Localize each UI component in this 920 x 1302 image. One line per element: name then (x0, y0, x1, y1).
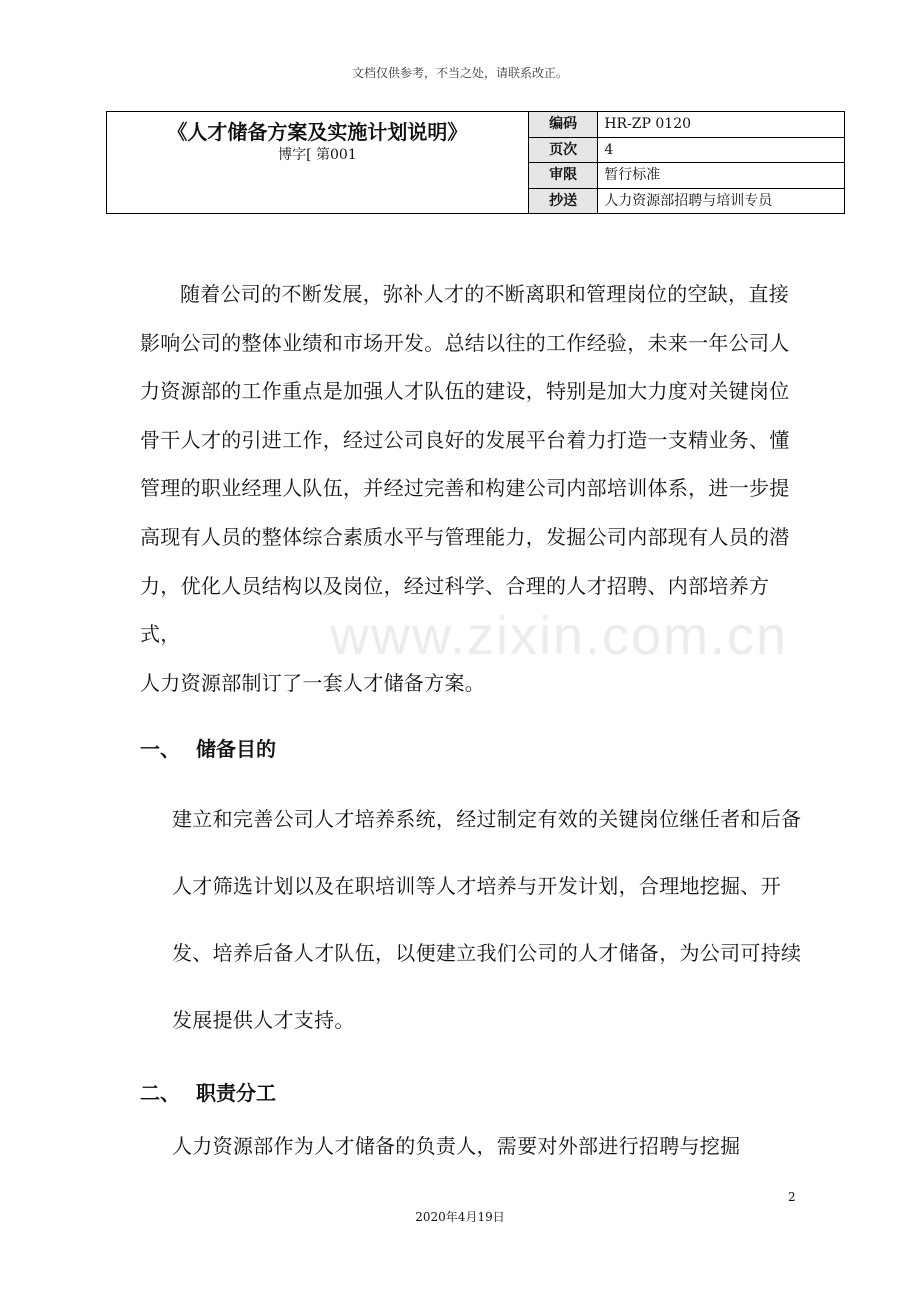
document-number: 博字[ 第001 (278, 147, 357, 163)
page-number: 2 (788, 1190, 796, 1204)
header-label-page: 页次 (528, 137, 597, 163)
intro-last-line: 人力资源部制订了一套人才储备方案。 (140, 670, 486, 695)
header-value-code: HR-ZP 0120 (598, 112, 845, 138)
intro-block (140, 270, 800, 707)
title-cell (107, 112, 529, 214)
section-heading-2 (140, 1077, 276, 1106)
section-body-2: 人力资源部作为人才储备的负责人，需要对外部进行招聘与挖掘 (172, 1134, 741, 1158)
disclaimer-note: 文档仅供参考，不当之处，请联系改正。 (351, 66, 568, 80)
document-title: 《人才储备方案及实施计划说明》 (167, 120, 468, 144)
section-title: 储备目的 (196, 737, 276, 761)
header-label-code: 编码 (528, 112, 597, 138)
footer-date: 2020年4月19日 (415, 1210, 505, 1224)
section-number: 一、 (140, 737, 180, 761)
header-label-review: 审限 (528, 163, 597, 189)
header-value-page: 4 (598, 137, 845, 163)
section-body-1: 建立和完善公司人才培养系统，经过制定有效的关键岗位继任者和后备人才筛选计划以及在职培训等人才培养与开发计划，合理地挖掘、开发、培养后备人才队伍，以便建立我们公司的人才储备，为公司可持续发展提供人才支持。 (172, 807, 802, 1032)
section-heading-1 (140, 733, 276, 762)
document-header-table (106, 111, 845, 214)
header-value-review: 暂行标准 (598, 163, 845, 189)
header-label-cc: 抄送 (528, 188, 597, 214)
header-value-cc: 人力资源部招聘与培训专员 (598, 188, 845, 214)
watermark: www.zixin.com.cn (330, 606, 789, 666)
intro-paragraph: 随着公司的不断发展，弥补人才的不断离职和管理岗位的空缺，直接影响公司的整体业绩和市场开发。总结以往的工作经验，未来一年公司人力资源部的工作重点是加强人才队伍的建设，特别是加大力度对关键岗位骨干人才的引进工作，经过公司良好的发展平台着力打造一支精业务、懂管理的职业经理人队伍，并经过完善和构建公司内部培训体系，进一步提高现有人员的整体综合素质水平与管理能力，发掘公司内部现有人员的潜力，优化人员结构以及岗位，经过科学、合理的人才招聘、内部培养方式， (140, 282, 790, 647)
section-title: 职责分工 (196, 1081, 276, 1105)
section-number: 二、 (140, 1081, 180, 1105)
